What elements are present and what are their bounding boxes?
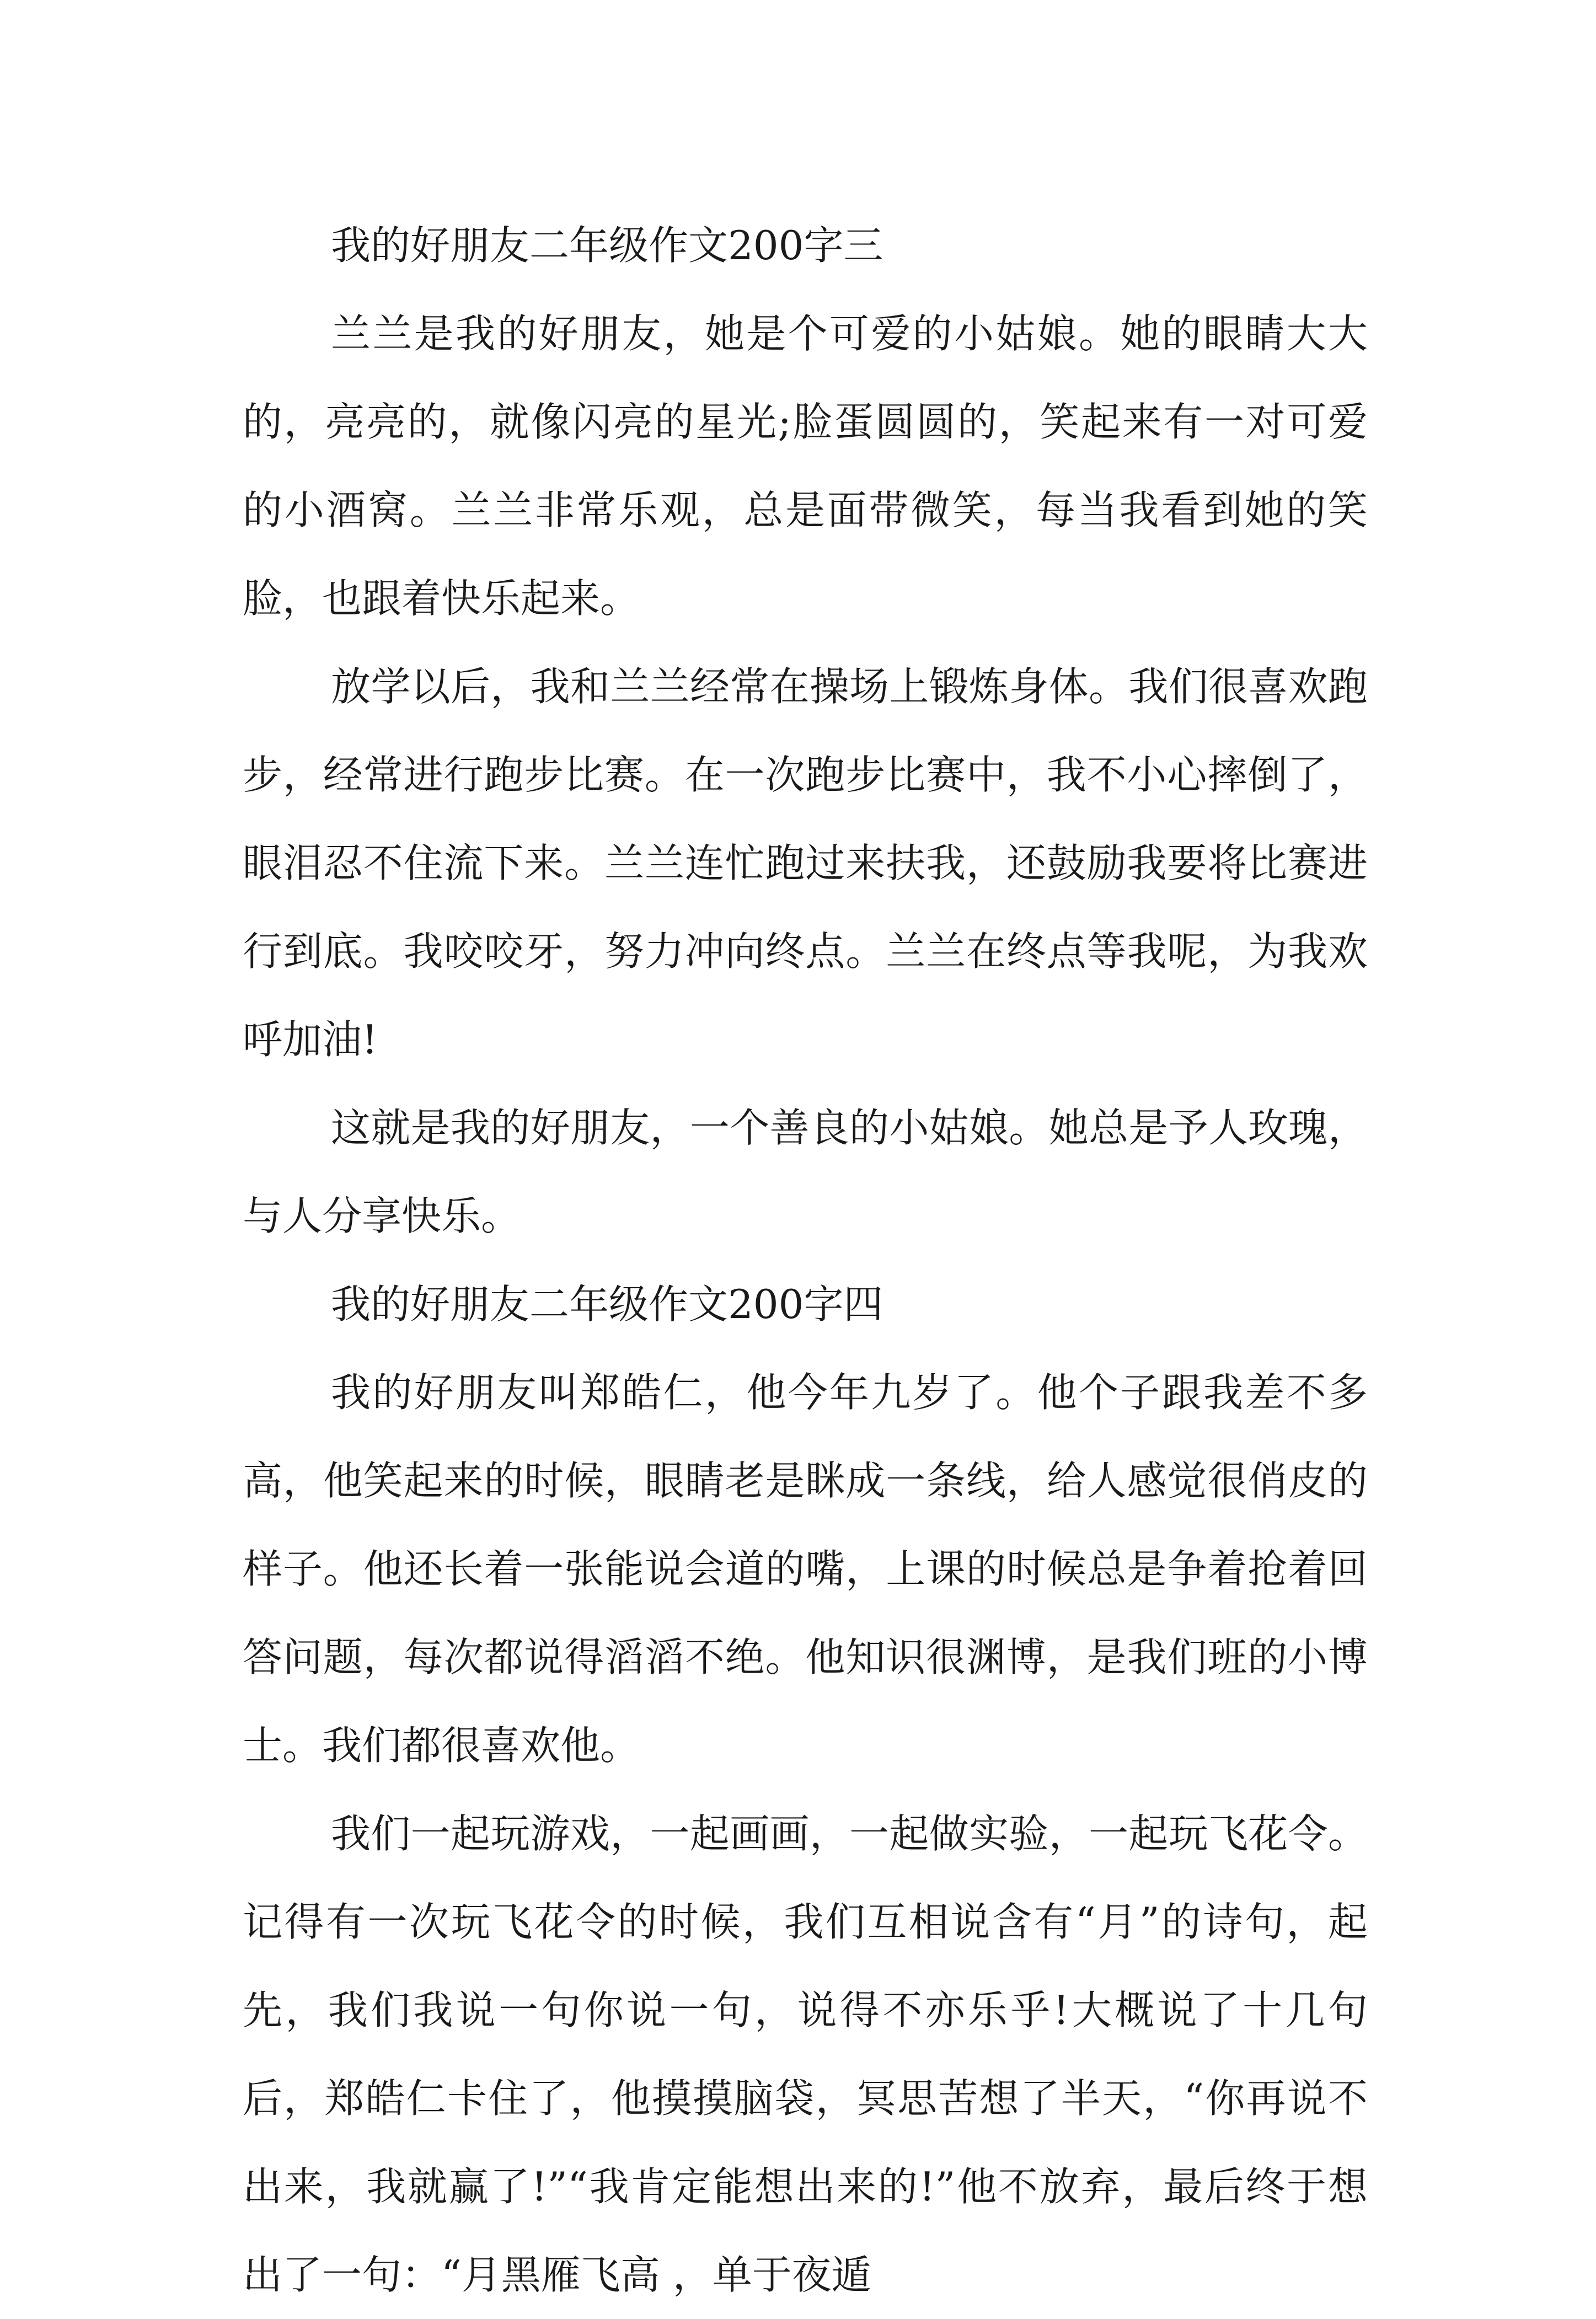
essay-title-three: 我的好朋友二年级作文200字三: [331, 222, 883, 269]
paragraph-lanlan-conclusion: 这就是我的好朋友，一个善良的小姑娘。她总是予人玫瑰，与人分享快乐。: [243, 1105, 1368, 1239]
paragraph-lanlan-intro: 兰兰是我的好朋友，她是个可爱的小姑娘。她的眼睛大大的，亮亮的，就像闪亮的星光;脸蛋圆圆的，笑起来有一对可爱的小酒窝。兰兰非常乐观，总是面带微笑，每当我看到她的笑脸，也跟着快乐起来。: [243, 310, 1368, 622]
paragraph-lanlan-running: 放学以后，我和兰兰经常在操场上锻炼身体。我们很喜欢跑步，经常进行跑步比赛。在一次跑步比赛中，我不小心摔倒了，眼泪忍不住流下来。兰兰连忙跑过来扶我，还鼓励我要将比赛进行到底。我咬咬牙，努力冲向终点。兰兰在终点等我呢，为我欢呼加油!: [243, 663, 1368, 1063]
paragraph-zheng-feihualing: 我们一起玩游戏，一起画画，一起做实验，一起玩飞花令。记得有一次玩飞花令的时候，我们互相说含有“月”的诗句，起先，我们我说一句你说一句，说得不亦乐乎!大概说了十几句后，郑皓仁卡住了，他摸摸脑袋，冥思苦想了半天，“你再说不出来，我就赢了!”“我肯定能想出来的!”他不放弃，最后终于想出了一句：“月黑雁飞高 ，单于夜遁: [243, 1811, 1368, 2298]
document-body: [243, 201, 1368, 2319]
paragraph-zheng-intro: 我的好朋友叫郑皓仁，他今年九岁了。他个子跟我差不多高，他笑起来的时候，眼睛老是眯成一条线，给人感觉很俏皮的样子。他还长着一张能说会道的嘴，上课的时候总是争着抢着回答问题，每次都说得滔滔不绝。他知识很渊博，是我们班的小博士。我们都很喜欢他。: [243, 1369, 1368, 1769]
essay-title-four: 我的好朋友二年级作文200字四: [331, 1281, 883, 1327]
